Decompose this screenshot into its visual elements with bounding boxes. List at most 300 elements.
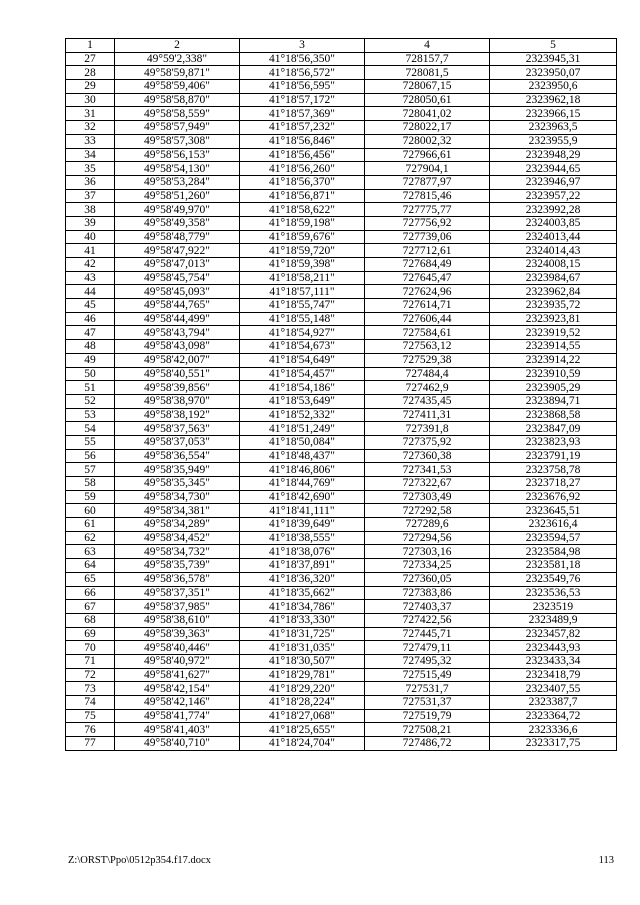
cell-y: 2323791,19 xyxy=(490,449,617,463)
cell-longitude: 41°18'59,720" xyxy=(240,244,365,258)
cell-latitude: 49°58'40,972" xyxy=(115,654,240,668)
table-row xyxy=(66,381,617,395)
cell-x: 727486,72 xyxy=(365,737,490,751)
table-row xyxy=(66,312,617,326)
cell-longitude: 41°18'29,781" xyxy=(240,668,365,682)
table-row xyxy=(66,80,617,94)
cell-x: 727391,8 xyxy=(365,422,490,436)
cell-y: 2323457,82 xyxy=(490,627,617,641)
cell-x: 728067,15 xyxy=(365,80,490,94)
table-row xyxy=(66,134,617,148)
cell-index: 40 xyxy=(66,230,115,244)
column-header-index: 1 xyxy=(66,39,115,53)
cell-longitude: 41°18'41,111" xyxy=(240,504,365,518)
cell-x: 727435,45 xyxy=(365,394,490,408)
cell-y: 2323549,76 xyxy=(490,572,617,586)
cell-longitude: 41°18'34,786" xyxy=(240,600,365,614)
cell-index: 50 xyxy=(66,367,115,381)
table-row xyxy=(66,449,617,463)
table-row xyxy=(66,244,617,258)
cell-latitude: 49°58'39,856" xyxy=(115,381,240,395)
cell-longitude: 41°18'55,747" xyxy=(240,299,365,313)
cell-y: 2323946,97 xyxy=(490,175,617,189)
cell-x: 727515,49 xyxy=(365,668,490,682)
cell-x: 727294,56 xyxy=(365,531,490,545)
cell-index: 75 xyxy=(66,709,115,723)
column-header-latitude: 2 xyxy=(115,39,240,53)
cell-latitude: 49°58'38,970" xyxy=(115,394,240,408)
cell-latitude: 49°58'35,949" xyxy=(115,463,240,477)
cell-y: 2323594,57 xyxy=(490,531,617,545)
cell-latitude: 49°58'59,406" xyxy=(115,80,240,94)
cell-y: 2323992,28 xyxy=(490,203,617,217)
table-row xyxy=(66,600,617,614)
table-row xyxy=(66,367,617,381)
cell-index: 37 xyxy=(66,189,115,203)
cell-x: 727303,49 xyxy=(365,490,490,504)
cell-longitude: 41°18'57,232" xyxy=(240,121,365,135)
cell-longitude: 41°18'56,595" xyxy=(240,80,365,94)
cell-index: 39 xyxy=(66,216,115,230)
table-row xyxy=(66,559,617,573)
cell-longitude: 41°18'38,555" xyxy=(240,531,365,545)
cell-longitude: 41°18'37,891" xyxy=(240,559,365,573)
cell-latitude: 49°58'34,730" xyxy=(115,490,240,504)
cell-latitude: 49°58'37,351" xyxy=(115,586,240,600)
cell-longitude: 41°18'46,806" xyxy=(240,463,365,477)
table-row xyxy=(66,353,617,367)
cell-latitude: 49°58'43,098" xyxy=(115,340,240,354)
cell-longitude: 41°18'25,655" xyxy=(240,723,365,737)
cell-latitude: 49°58'56,153" xyxy=(115,148,240,162)
cell-y: 2323963,5 xyxy=(490,121,617,135)
cell-index: 29 xyxy=(66,80,115,94)
cell-latitude: 49°58'49,970" xyxy=(115,203,240,217)
cell-index: 49 xyxy=(66,353,115,367)
table-row xyxy=(66,668,617,682)
cell-x: 728081,5 xyxy=(365,66,490,80)
cell-index: 63 xyxy=(66,545,115,559)
cell-latitude: 49°58'35,345" xyxy=(115,477,240,491)
table-row xyxy=(66,682,617,696)
cell-latitude: 49°58'37,985" xyxy=(115,600,240,614)
cell-x: 727360,05 xyxy=(365,572,490,586)
cell-index: 74 xyxy=(66,696,115,710)
cell-x: 727815,46 xyxy=(365,189,490,203)
table-header-row xyxy=(66,39,617,53)
cell-y: 2323914,55 xyxy=(490,340,617,354)
cell-y: 2323935,72 xyxy=(490,299,617,313)
cell-longitude: 41°18'48,437" xyxy=(240,449,365,463)
table-row xyxy=(66,299,617,313)
cell-latitude: 49°58'38,610" xyxy=(115,613,240,627)
cell-longitude: 41°18'24,704" xyxy=(240,737,365,751)
cell-y: 2323718,27 xyxy=(490,477,617,491)
table-row xyxy=(66,654,617,668)
cell-index: 31 xyxy=(66,107,115,121)
cell-y: 2323950,6 xyxy=(490,80,617,94)
cell-index: 42 xyxy=(66,258,115,272)
cell-longitude: 41°18'56,370" xyxy=(240,175,365,189)
cell-index: 77 xyxy=(66,737,115,751)
cell-longitude: 41°18'56,350" xyxy=(240,52,365,66)
cell-y: 2323536,53 xyxy=(490,586,617,600)
cell-index: 35 xyxy=(66,162,115,176)
table-row xyxy=(66,504,617,518)
cell-index: 28 xyxy=(66,66,115,80)
cell-latitude: 49°58'44,765" xyxy=(115,299,240,313)
cell-x: 727531,37 xyxy=(365,696,490,710)
table-row xyxy=(66,394,617,408)
cell-longitude: 41°18'36,320" xyxy=(240,572,365,586)
cell-longitude: 41°18'54,457" xyxy=(240,367,365,381)
cell-index: 69 xyxy=(66,627,115,641)
cell-y: 2323950,07 xyxy=(490,66,617,80)
cell-x: 727495,32 xyxy=(365,654,490,668)
cell-latitude: 49°58'34,381" xyxy=(115,504,240,518)
cell-x: 727375,92 xyxy=(365,435,490,449)
cell-index: 36 xyxy=(66,175,115,189)
cell-latitude: 49°58'36,554" xyxy=(115,449,240,463)
cell-latitude: 49°58'42,154" xyxy=(115,682,240,696)
cell-y: 2323984,67 xyxy=(490,271,617,285)
table-row xyxy=(66,572,617,586)
cell-index: 48 xyxy=(66,340,115,354)
cell-index: 72 xyxy=(66,668,115,682)
cell-x: 727624,96 xyxy=(365,285,490,299)
cell-longitude: 41°18'56,456" xyxy=(240,148,365,162)
cell-longitude: 41°18'33,330" xyxy=(240,613,365,627)
cell-y: 2323910,59 xyxy=(490,367,617,381)
table-row xyxy=(66,285,617,299)
cell-y: 2323519 xyxy=(490,600,617,614)
table-row xyxy=(66,216,617,230)
cell-latitude: 49°58'34,289" xyxy=(115,518,240,532)
cell-index: 51 xyxy=(66,381,115,395)
table-row xyxy=(66,175,617,189)
cell-index: 53 xyxy=(66,408,115,422)
cell-x: 728022,17 xyxy=(365,121,490,135)
cell-x: 727292,58 xyxy=(365,504,490,518)
cell-index: 73 xyxy=(66,682,115,696)
cell-index: 59 xyxy=(66,490,115,504)
cell-longitude: 41°18'58,211" xyxy=(240,271,365,285)
table-row xyxy=(66,463,617,477)
cell-latitude: 49°58'41,627" xyxy=(115,668,240,682)
cell-index: 38 xyxy=(66,203,115,217)
table-row xyxy=(66,258,617,272)
cell-x: 727422,56 xyxy=(365,613,490,627)
cell-x: 727712,61 xyxy=(365,244,490,258)
cell-y: 2323957,22 xyxy=(490,189,617,203)
table-row xyxy=(66,477,617,491)
table-row xyxy=(66,545,617,559)
cell-latitude: 49°58'37,563" xyxy=(115,422,240,436)
cell-longitude: 41°18'35,662" xyxy=(240,586,365,600)
cell-y: 2323336,6 xyxy=(490,723,617,737)
cell-x: 727563,12 xyxy=(365,340,490,354)
cell-y: 2323387,7 xyxy=(490,696,617,710)
cell-index: 33 xyxy=(66,134,115,148)
cell-index: 66 xyxy=(66,586,115,600)
cell-x: 728050,61 xyxy=(365,93,490,107)
cell-latitude: 49°58'34,452" xyxy=(115,531,240,545)
cell-index: 56 xyxy=(66,449,115,463)
cell-index: 62 xyxy=(66,531,115,545)
footer-file-path: Z:\ORST\Ppo\0512p354.f17.docx xyxy=(68,855,211,866)
cell-latitude: 49°58'41,403" xyxy=(115,723,240,737)
cell-x: 727531,7 xyxy=(365,682,490,696)
cell-x: 727508,21 xyxy=(365,723,490,737)
cell-longitude: 41°18'44,769" xyxy=(240,477,365,491)
cell-latitude: 49°58'43,794" xyxy=(115,326,240,340)
cell-x: 727303,16 xyxy=(365,545,490,559)
cell-y: 2323944,65 xyxy=(490,162,617,176)
cell-latitude: 49°58'47,922" xyxy=(115,244,240,258)
cell-index: 64 xyxy=(66,559,115,573)
cell-x: 727445,71 xyxy=(365,627,490,641)
cell-y: 2323616,4 xyxy=(490,518,617,532)
cell-y: 2323433,34 xyxy=(490,654,617,668)
cell-y: 2324008,15 xyxy=(490,258,617,272)
cell-index: 47 xyxy=(66,326,115,340)
cell-index: 41 xyxy=(66,244,115,258)
cell-index: 60 xyxy=(66,504,115,518)
table-row xyxy=(66,490,617,504)
cell-longitude: 41°18'56,260" xyxy=(240,162,365,176)
cell-x: 727529,38 xyxy=(365,353,490,367)
table-row xyxy=(66,162,617,176)
cell-longitude: 41°18'54,649" xyxy=(240,353,365,367)
cell-longitude: 41°18'57,369" xyxy=(240,107,365,121)
table-row xyxy=(66,435,617,449)
cell-latitude: 49°58'41,774" xyxy=(115,709,240,723)
table-row xyxy=(66,340,617,354)
cell-index: 67 xyxy=(66,600,115,614)
cell-index: 32 xyxy=(66,121,115,135)
cell-x: 727484,4 xyxy=(365,367,490,381)
cell-index: 65 xyxy=(66,572,115,586)
table-row xyxy=(66,531,617,545)
cell-y: 2323955,9 xyxy=(490,134,617,148)
cell-index: 70 xyxy=(66,641,115,655)
cell-longitude: 41°18'51,249" xyxy=(240,422,365,436)
cell-x: 727739,06 xyxy=(365,230,490,244)
cell-y: 2323966,15 xyxy=(490,107,617,121)
cell-y: 2323923,81 xyxy=(490,312,617,326)
cell-index: 46 xyxy=(66,312,115,326)
cell-latitude: 49°58'57,949" xyxy=(115,121,240,135)
cell-x: 728041,02 xyxy=(365,107,490,121)
table-row xyxy=(66,641,617,655)
cell-x: 727756,92 xyxy=(365,216,490,230)
cell-longitude: 41°18'55,148" xyxy=(240,312,365,326)
cell-latitude: 49°58'45,093" xyxy=(115,285,240,299)
cell-latitude: 49°58'57,308" xyxy=(115,134,240,148)
cell-y: 2323584,98 xyxy=(490,545,617,559)
cell-latitude: 49°58'59,871" xyxy=(115,66,240,80)
cell-index: 76 xyxy=(66,723,115,737)
cell-latitude: 49°58'48,779" xyxy=(115,230,240,244)
cell-x: 727584,61 xyxy=(365,326,490,340)
cell-y: 2323443,93 xyxy=(490,641,617,655)
table-row xyxy=(66,148,617,162)
column-header-longitude: 3 xyxy=(240,39,365,53)
cell-longitude: 41°18'30,507" xyxy=(240,654,365,668)
cell-longitude: 41°18'59,198" xyxy=(240,216,365,230)
table-row xyxy=(66,613,617,627)
table-row xyxy=(66,326,617,340)
cell-index: 55 xyxy=(66,435,115,449)
cell-latitude: 49°58'53,284" xyxy=(115,175,240,189)
table-row xyxy=(66,271,617,285)
table-row xyxy=(66,422,617,436)
table-row xyxy=(66,408,617,422)
cell-y: 2323418,79 xyxy=(490,668,617,682)
cell-y: 2323868,58 xyxy=(490,408,617,422)
cell-longitude: 41°18'50,084" xyxy=(240,435,365,449)
table-row xyxy=(66,709,617,723)
cell-x: 727684,49 xyxy=(365,258,490,272)
cell-latitude: 49°58'47,013" xyxy=(115,258,240,272)
cell-x: 728002,32 xyxy=(365,134,490,148)
cell-x: 727519,79 xyxy=(365,709,490,723)
table-row xyxy=(66,203,617,217)
cell-latitude: 49°58'35,739" xyxy=(115,559,240,573)
cell-x: 727479,11 xyxy=(365,641,490,655)
table-row xyxy=(66,107,617,121)
cell-latitude: 49°58'58,559" xyxy=(115,107,240,121)
cell-x: 727606,44 xyxy=(365,312,490,326)
cell-y: 2323823,93 xyxy=(490,435,617,449)
cell-y: 2323894,71 xyxy=(490,394,617,408)
cell-longitude: 41°18'28,224" xyxy=(240,696,365,710)
cell-y: 2324013,44 xyxy=(490,230,617,244)
cell-latitude: 49°58'42,007" xyxy=(115,353,240,367)
cell-longitude: 41°18'54,927" xyxy=(240,326,365,340)
cell-latitude: 49°58'51,260" xyxy=(115,189,240,203)
cell-x: 727403,37 xyxy=(365,600,490,614)
cell-y: 2323645,51 xyxy=(490,504,617,518)
table-row xyxy=(66,737,617,751)
table-body xyxy=(66,52,617,750)
cell-longitude: 41°18'52,332" xyxy=(240,408,365,422)
cell-latitude: 49°58'38,192" xyxy=(115,408,240,422)
cell-y: 2323905,29 xyxy=(490,381,617,395)
cell-x: 727322,67 xyxy=(365,477,490,491)
cell-longitude: 41°18'54,186" xyxy=(240,381,365,395)
cell-latitude: 49°58'49,358" xyxy=(115,216,240,230)
table-row xyxy=(66,52,617,66)
cell-x: 727645,47 xyxy=(365,271,490,285)
cell-x: 727289,6 xyxy=(365,518,490,532)
cell-x: 727341,53 xyxy=(365,463,490,477)
cell-index: 30 xyxy=(66,93,115,107)
cell-longitude: 41°18'53,649" xyxy=(240,394,365,408)
cell-longitude: 41°18'42,690" xyxy=(240,490,365,504)
cell-longitude: 41°18'57,172" xyxy=(240,93,365,107)
cell-y: 2323948,29 xyxy=(490,148,617,162)
column-header-y: 5 xyxy=(490,39,617,53)
cell-x: 727775,77 xyxy=(365,203,490,217)
cell-y: 2323919,52 xyxy=(490,326,617,340)
cell-x: 727462,9 xyxy=(365,381,490,395)
cell-longitude: 41°18'59,398" xyxy=(240,258,365,272)
cell-longitude: 41°18'27,068" xyxy=(240,709,365,723)
page-number: 113 xyxy=(598,855,614,866)
cell-longitude: 41°18'31,035" xyxy=(240,641,365,655)
cell-y: 2324003,85 xyxy=(490,216,617,230)
coordinates-table xyxy=(65,38,617,751)
cell-longitude: 41°18'56,871" xyxy=(240,189,365,203)
table-row xyxy=(66,586,617,600)
cell-longitude: 41°18'57,111" xyxy=(240,285,365,299)
cell-x: 727360,38 xyxy=(365,449,490,463)
cell-longitude: 41°18'54,673" xyxy=(240,340,365,354)
cell-index: 52 xyxy=(66,394,115,408)
cell-longitude: 41°18'31,725" xyxy=(240,627,365,641)
table-row xyxy=(66,723,617,737)
cell-index: 44 xyxy=(66,285,115,299)
cell-index: 71 xyxy=(66,654,115,668)
cell-x: 727383,86 xyxy=(365,586,490,600)
cell-y: 2323847,09 xyxy=(490,422,617,436)
cell-x: 728157,7 xyxy=(365,52,490,66)
cell-x: 727877,97 xyxy=(365,175,490,189)
cell-latitude: 49°58'44,499" xyxy=(115,312,240,326)
table-row xyxy=(66,66,617,80)
cell-index: 45 xyxy=(66,299,115,313)
cell-y: 2323914,22 xyxy=(490,353,617,367)
cell-y: 2323945,31 xyxy=(490,52,617,66)
cell-latitude: 49°58'34,732" xyxy=(115,545,240,559)
cell-index: 27 xyxy=(66,52,115,66)
table-row xyxy=(66,696,617,710)
cell-y: 2323317,75 xyxy=(490,737,617,751)
table-row xyxy=(66,93,617,107)
cell-y: 2323758,78 xyxy=(490,463,617,477)
table-row xyxy=(66,627,617,641)
cell-index: 57 xyxy=(66,463,115,477)
cell-x: 727411,31 xyxy=(365,408,490,422)
column-header-x: 4 xyxy=(365,39,490,53)
cell-y: 2323962,84 xyxy=(490,285,617,299)
cell-index: 34 xyxy=(66,148,115,162)
cell-x: 727966,61 xyxy=(365,148,490,162)
cell-longitude: 41°18'56,572" xyxy=(240,66,365,80)
cell-latitude: 49°58'42,146" xyxy=(115,696,240,710)
cell-longitude: 41°18'38,076" xyxy=(240,545,365,559)
cell-longitude: 41°18'58,622" xyxy=(240,203,365,217)
cell-latitude: 49°58'36,578" xyxy=(115,572,240,586)
cell-index: 54 xyxy=(66,422,115,436)
table-row xyxy=(66,121,617,135)
cell-y: 2323364,72 xyxy=(490,709,617,723)
table-row xyxy=(66,518,617,532)
cell-latitude: 49°58'37,053" xyxy=(115,435,240,449)
cell-y: 2323407,55 xyxy=(490,682,617,696)
cell-y: 2323581,18 xyxy=(490,559,617,573)
cell-latitude: 49°58'40,446" xyxy=(115,641,240,655)
cell-y: 2323676,92 xyxy=(490,490,617,504)
cell-index: 43 xyxy=(66,271,115,285)
table-row xyxy=(66,230,617,244)
cell-longitude: 41°18'59,676" xyxy=(240,230,365,244)
cell-latitude: 49°59'2,338" xyxy=(115,52,240,66)
cell-longitude: 41°18'29,220" xyxy=(240,682,365,696)
cell-index: 58 xyxy=(66,477,115,491)
cell-latitude: 49°58'40,710" xyxy=(115,737,240,751)
